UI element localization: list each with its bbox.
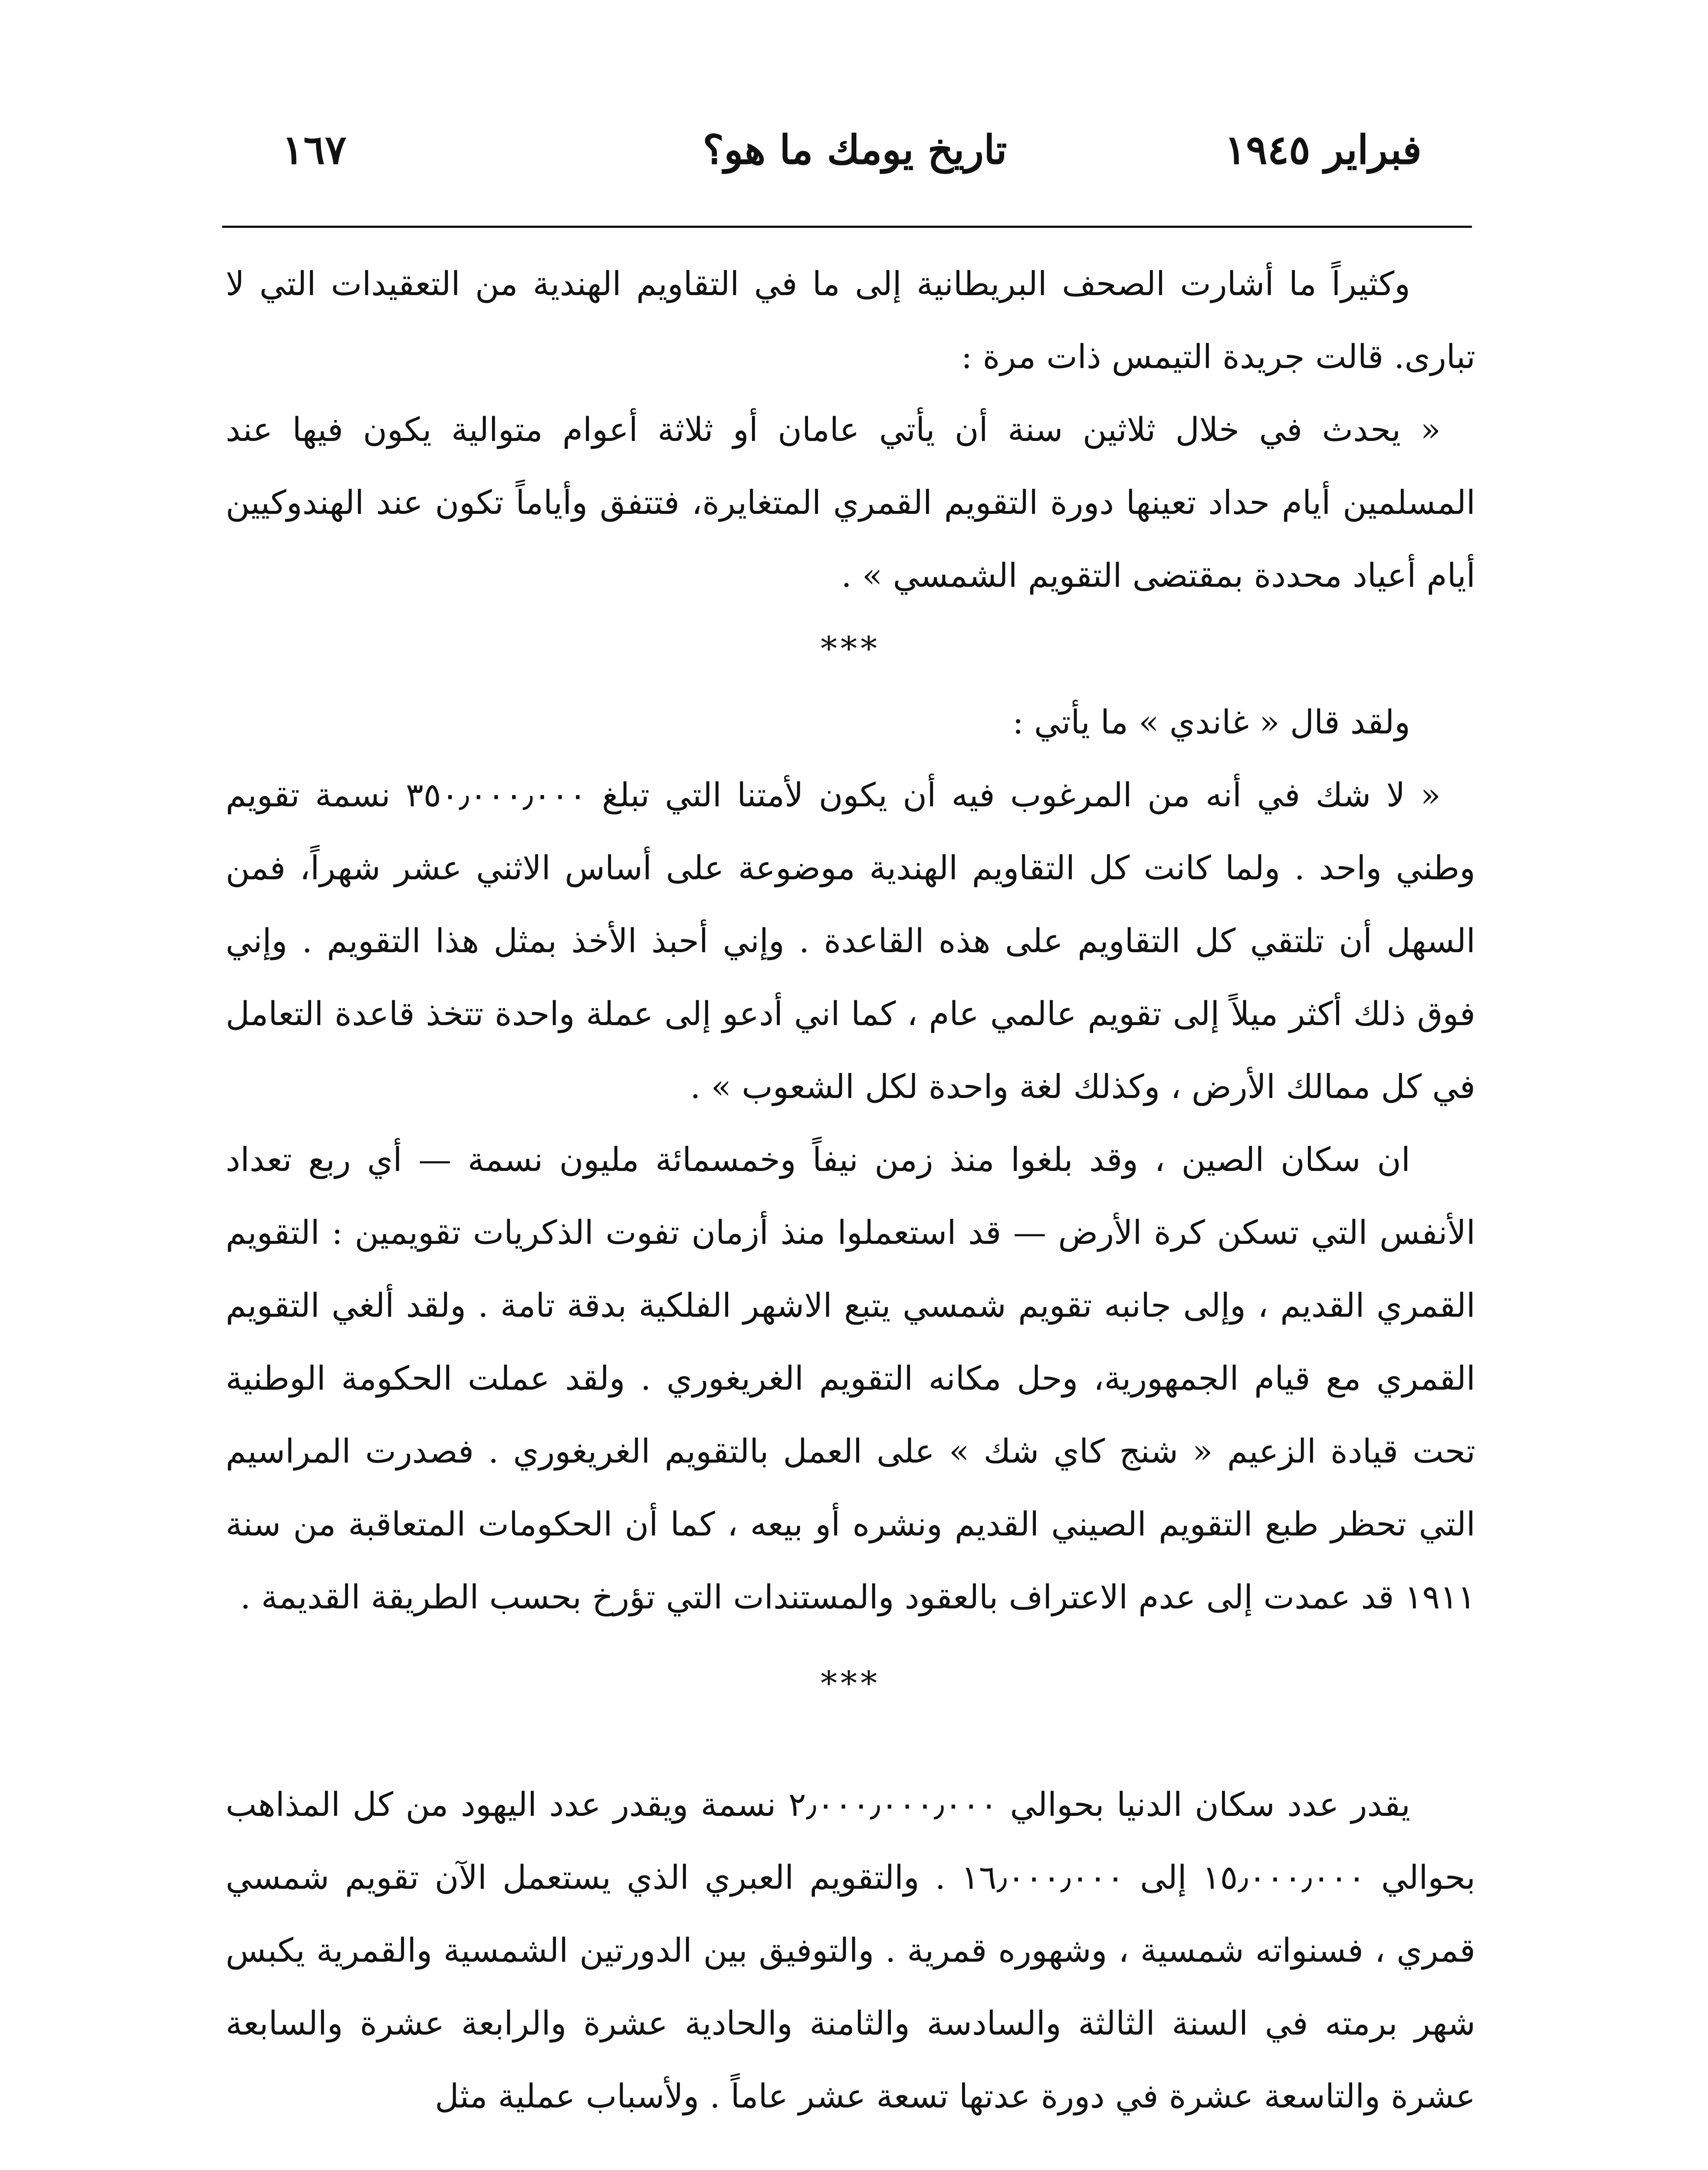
article-body [226,247,1475,2133]
section-separator: *** [821,629,880,668]
header-title: تاريخ يومك ما هو؟ [703,126,1007,173]
header-date: فبراير ١٩٤٥ [1224,126,1422,173]
section-separator: *** [821,1664,880,1703]
running-header [226,117,1482,182]
quote-times: « يحدث في خلال ثلاثين سنة أن يأتي عامان أو ثلاثة أعوام متوالية يكون فيها عند المسلمين أيام حداد تعينها دورة التقويم القمري المتغايرة، فتتفق وأياماً تكون عند الهندوكيين أيام أعياد محددة بمقتضى التقويم الشمسي » . [226,410,1475,595]
paragraph-gandhi-intro: ولقد قال « غاندي » ما يأتي : [1012,703,1410,741]
page-number: ١٦٧ [282,126,347,173]
paragraph-china: ان سكان الصين ، وقد بلغوا منذ زمن نيفاً وخمسمائة مليون نسمة — أي ربع تعداد الأنفس التي تسكن كرة الأرض — قد استعملوا منذ أزمان تفوت الذكريات تقويمين : التقويم القمري القديم ، وإلى جانبه تقويم شمسي يتبع الاشهر الفلكية بدقة تامة . ولقد ألغي التقويم القمري مع قيام الجمهورية، وحل مكانه التقويم الغريغوري . ولقد عملت الحكومة الوطنية تحت قيادة الزعيم « شنج كاي شك » على العمل بالتقويم الغريغوري . فصدرت المراسيم التي تحظر طبع التقويم الصيني القديم ونشره أو بيعه ، كما أن الحكومات المتعاقبة من سنة ١٩١١ قد عمدت إلى عدم الاعتراف بالعقود والمستندات التي تؤرخ بحسب الطريقة القديمة . [226,1140,1475,1616]
header-rule [222,226,1472,228]
paragraph-hebrew-calendar: يقدر عدد سكان الدنيا بحوالي ٢٫٠٠٠٫٠٠٠٫٠٠٠ نسمة ويقدر عدد اليهود من كل المذاهب بحوالي ١٥٫٠٠٠٫٠٠٠ إلى ١٦٫٠٠٠٫٠٠٠ . والتقويم العبري الذي يستعمل الآن تقويم شمسي قمري ، فسنواته شمسية ، وشهوره قمرية . والتوفيق بين الدورتين الشمسية والقمرية يكبس شهر برمته في السنة الثالثة والسادسة والثامنة والحادية عشرة والرابعة عشرة والسابعة عشرة والتاسعة عشرة في دورة عدتها تسعة عشر عاماً . ولأسباب عملية مثل [226,1785,1475,2115]
quote-gandhi: « لا شك في أنه من المرغوب فيه أن يكون لأمتنا التي تبلغ ٣٥٠٫٠٠٠٫٠٠٠ نسمة تقويم وطني واحد . ولما كانت كل التقاويم الهندية موضوعة على أساس الاثني عشر شهراً، فمن السهل أن تلتقي كل التقاويم على هذه القاعدة . وإني أحبذ الأخذ بمثل هذا التقويم . وإني فوق ذلك أكثر ميلاً إلى تقويم عالمي عام ، كما اني أدعو إلى عملة واحدة تتخذ قاعدة التعامل في كل ممالك الأرض ، وكذلك لغة واحدة لكل الشعوب » . [226,776,1475,1106]
paragraph-british-press: وكثيراً ما أشارت الصحف البريطانية إلى ما في التقاويم الهندية من التعقيدات التي لا تبارى. قالت جريدة التيمس ذات مرة : [226,264,1475,376]
